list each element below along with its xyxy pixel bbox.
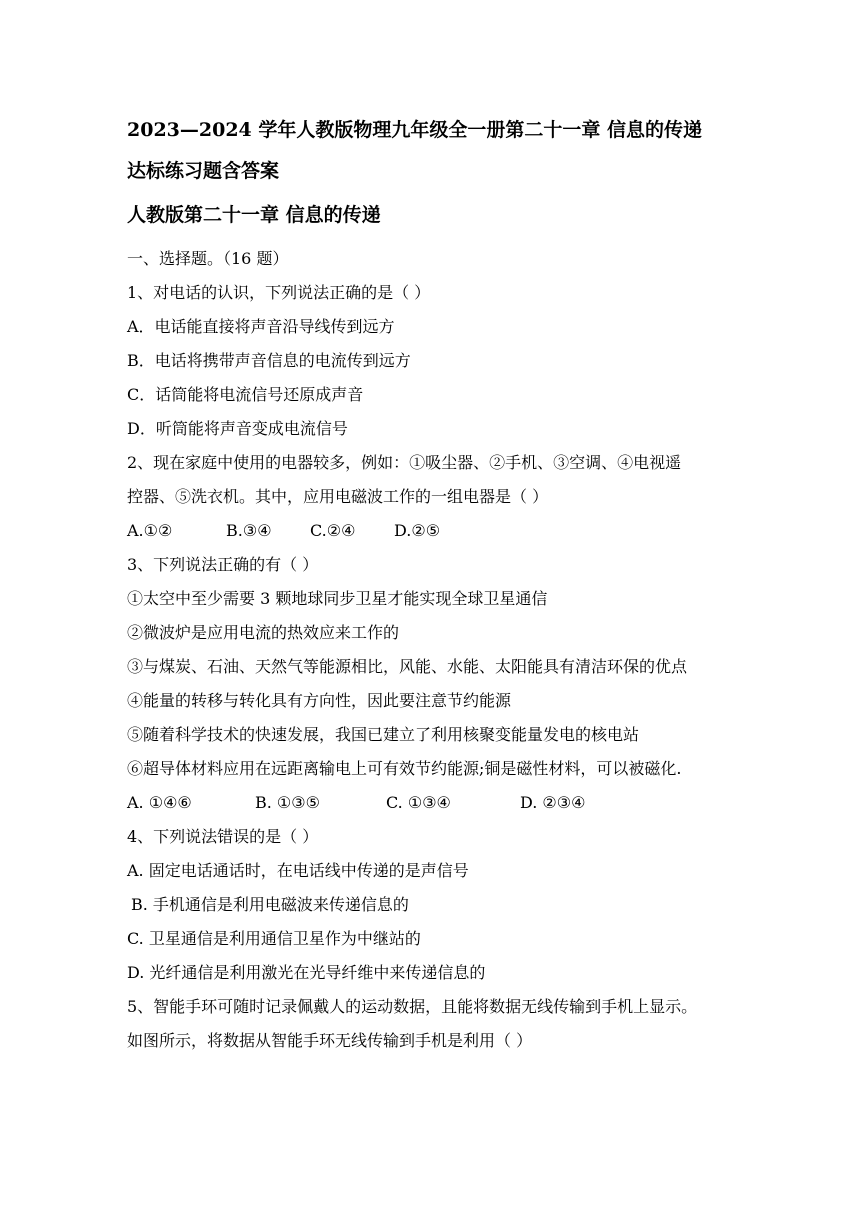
question-3-statement-2: ②微波炉是应用电流的热效应来工作的: [127, 623, 400, 642]
question-4-option-d: D. 光纤通信是利用激光在光导纤维中来传递信息的: [127, 963, 486, 982]
question-3-option-b: B. ①③⑤: [255, 793, 320, 812]
question-3-statement-5: ⑤随着科学技术的快速发展，我国已建立了利用核聚变能量发电的核电站: [127, 725, 640, 744]
question-3-statement-6: ⑥超导体材料应用在远距离输电上可有效节约能源;铜是磁性材料，可以被磁化.: [127, 759, 682, 778]
question-3-option-a: A. ①④⑥: [127, 793, 192, 812]
question-3-option-c: C. ①③④: [386, 793, 451, 812]
document-title-line-2: 达标练习题含答案: [127, 160, 280, 182]
question-4-stem: 4、下列说法错误的是（ ）: [127, 827, 319, 846]
question-4-option-c: C. 卫星通信是利用通信卫星作为中继站的: [127, 929, 421, 948]
document-body: [127, 242, 742, 1058]
question-5-stem-line-2: 如图所示，将数据从智能手环无线传输到手机是利用（ ）: [127, 1031, 533, 1050]
question-2-option-d: D.②⑤: [394, 521, 441, 540]
question-3-option-d: D. ②③④: [520, 793, 586, 812]
question-3-options: [127, 786, 742, 820]
question-1-option-a: A．电话能直接将声音沿导线传到远方: [127, 317, 395, 336]
question-2-option-a: A.①②: [127, 521, 173, 540]
question-3-stem: 3、下列说法正确的有（ ）: [127, 555, 319, 574]
question-2-options: [127, 514, 742, 548]
question-2-stem-line-1: 2、现在家庭中使用的电器较多，例如：①吸尘器、②手机、③空调、④电视遥: [127, 453, 682, 472]
question-3-statement-1: ①太空中至少需要 3 颗地球同步卫星才能实现全球卫星通信: [127, 589, 548, 608]
question-4-option-a: A. 固定电话通话时，在电话线中传递的是声信号: [127, 861, 469, 880]
question-4-option-b: B. 手机通信是利用电磁波来传递信息的: [131, 895, 409, 914]
question-3-statement-3: ③与煤炭、石油、天然气等能源相比，风能、水能、太阳能具有清洁环保的优点: [127, 657, 688, 676]
question-2-stem-line-2: 控器、⑤洗衣机。其中，应用电磁波工作的一组电器是（ ）: [127, 487, 549, 506]
question-5-stem-line-1: 5、智能手环可随时记录佩戴人的运动数据，且能将数据无线传输到手机上显示。: [127, 997, 698, 1016]
question-1-option-c: C．话筒能将电流信号还原成声音: [127, 385, 364, 404]
question-1-stem: 1、对电话的认识，下列说法正确的是（ ）: [127, 283, 431, 302]
question-1-option-b: B．电话将携带声音信息的电流传到远方: [127, 351, 411, 370]
document-subtitle: 人教版第二十一章 信息的传递: [127, 204, 381, 226]
question-3-statement-4: ④能量的转移与转化具有方向性，因此要注意节约能源: [127, 691, 512, 710]
question-1-option-d: D．听筒能将声音变成电流信号: [127, 419, 348, 438]
question-2-option-b: B.③④: [226, 521, 272, 540]
question-2-option-c: C.②④: [310, 521, 356, 540]
document-title-line-1: 2023—2024 学年人教版物理九年级全一册第二十一章 信息的传递: [127, 119, 702, 141]
section-heading: 一、选择题。（16 题）: [127, 249, 289, 268]
